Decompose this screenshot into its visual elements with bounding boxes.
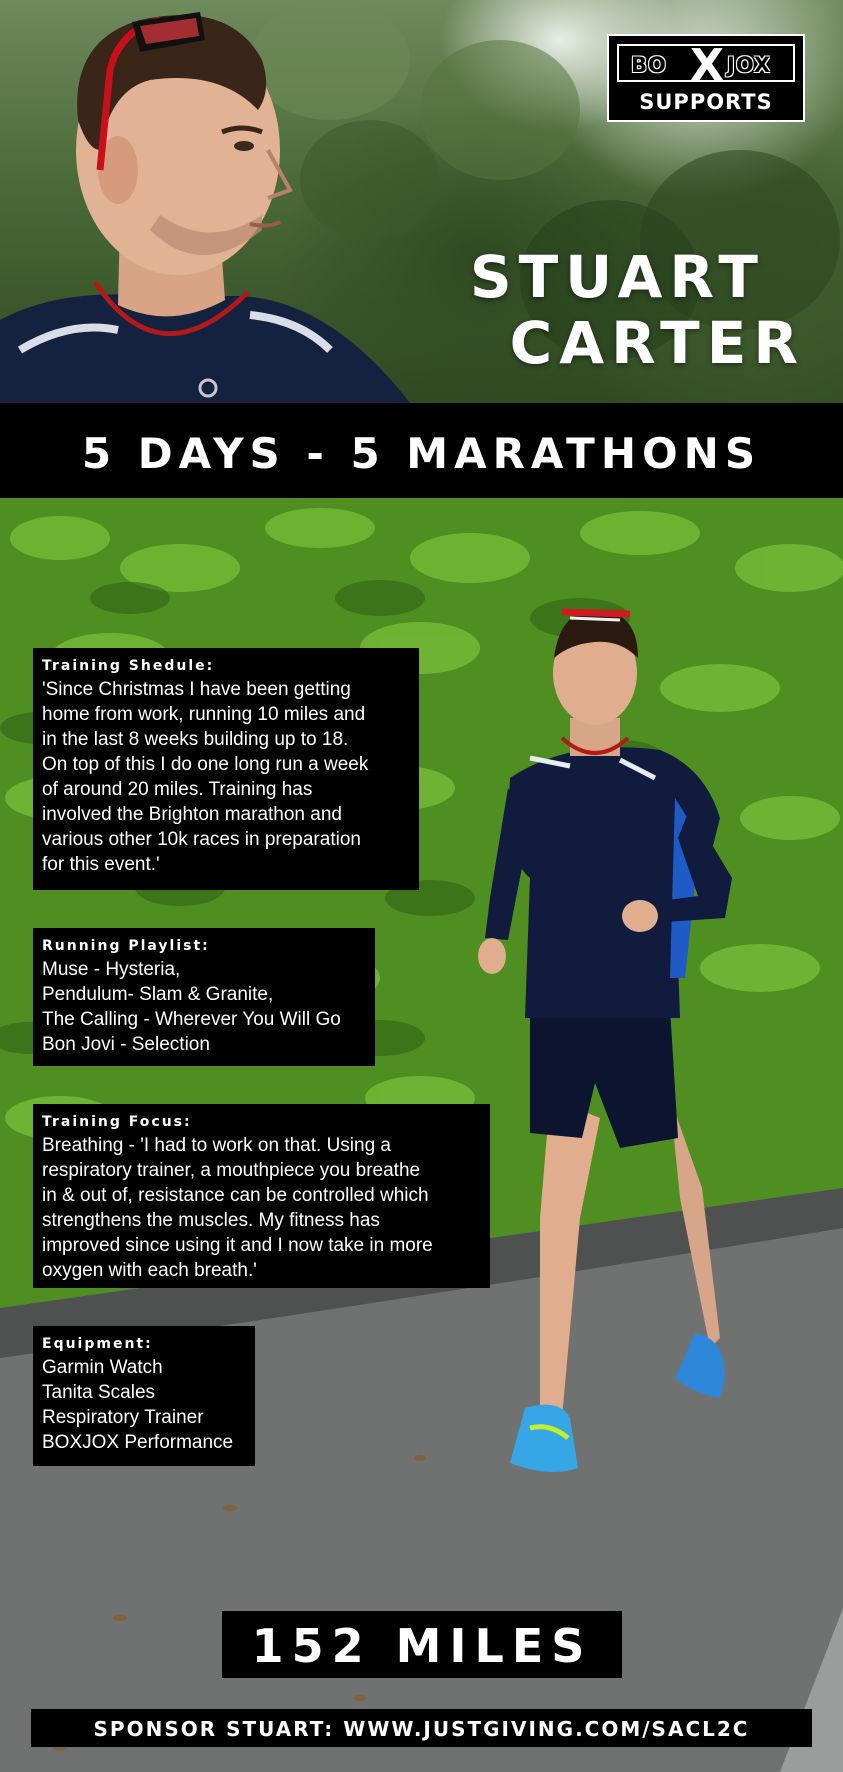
headline-text: 5 DAYS - 5 MARATHONS (81, 429, 762, 478)
training-focus-line: strengthens the muscles. My fitness has (42, 1210, 380, 1231)
training-schedule-line: On top of this I do one long run a week (42, 754, 369, 775)
athlete-last-name: CARTER (509, 309, 805, 377)
runner-figure (470, 578, 830, 1578)
playlist-track: The Calling - Wherever You Will Go (42, 1009, 341, 1030)
equipment-item: BOXJOX Performance (42, 1432, 234, 1453)
training-focus-line: in & out of, resistance can be controlled which (42, 1185, 429, 1206)
total-miles-text: 152 MILES (251, 1619, 593, 1673)
training-schedule-box (33, 648, 419, 890)
training-schedule-line: involved the Brighton marathon and (42, 804, 342, 825)
running-playlist-box (33, 928, 375, 1066)
training-schedule-line: various other 10k races in preparation (42, 829, 361, 850)
training-schedule-line: in the last 8 weeks building up to 18. (42, 729, 349, 750)
logo-subline: SUPPORTS (639, 90, 773, 114)
training-schedule-body (42, 677, 410, 877)
athlete-first-name: STUART (469, 243, 765, 311)
total-miles-banner (222, 1611, 622, 1678)
training-focus-body (42, 1133, 481, 1283)
training-schedule-line: for this event.' (42, 854, 160, 875)
equipment-box (33, 1326, 255, 1466)
training-schedule-line: 'Since Christmas I have been getting (42, 679, 351, 700)
logo-word-left: BO (631, 53, 667, 77)
training-schedule-line: of around 20 miles. Training has (42, 779, 313, 800)
headline-band (0, 403, 843, 498)
training-schedule-line: home from work, running 10 miles and (42, 704, 366, 725)
equipment-item: Tanita Scales (42, 1382, 156, 1403)
playlist-track: Pendulum- Slam & Granite, (42, 984, 274, 1005)
playlist-track: Bon Jovi - Selection (42, 1034, 210, 1055)
boxjox-logo (607, 34, 805, 122)
running-playlist-title: Running Playlist: (42, 938, 210, 954)
training-focus-line: Breathing - 'I had to work on that. Using a (42, 1135, 391, 1156)
equipment-item: Garmin Watch (42, 1357, 163, 1378)
equipment-body (42, 1355, 246, 1455)
playlist-track: Muse - Hysteria, (42, 959, 181, 980)
training-focus-line: improved since using it and I now take in more (42, 1235, 433, 1256)
training-schedule-title: Training Shedule: (42, 658, 215, 674)
athlete-portrait (0, 0, 420, 403)
equipment-item: Respiratory Trainer (42, 1407, 204, 1428)
logo-wordmark-box (617, 40, 795, 91)
equipment-title: Equipment: (42, 1336, 153, 1352)
training-focus-line: oxygen with each breath.' (42, 1260, 257, 1281)
logo-word-right: JOX (727, 53, 772, 77)
running-playlist-body (42, 957, 366, 1057)
logo-x-mark: X (690, 40, 724, 91)
training-focus-line: respiratory trainer, a mouthpiece you breathe (42, 1160, 421, 1181)
training-focus-title: Training Focus: (42, 1114, 192, 1130)
sponsor-link-text[interactable]: SPONSOR STUART: WWW.JUSTGIVING.COM/SACL2C (93, 1717, 750, 1741)
portrait-photo (0, 0, 843, 403)
sponsor-banner (31, 1709, 812, 1747)
training-focus-box (33, 1104, 490, 1288)
